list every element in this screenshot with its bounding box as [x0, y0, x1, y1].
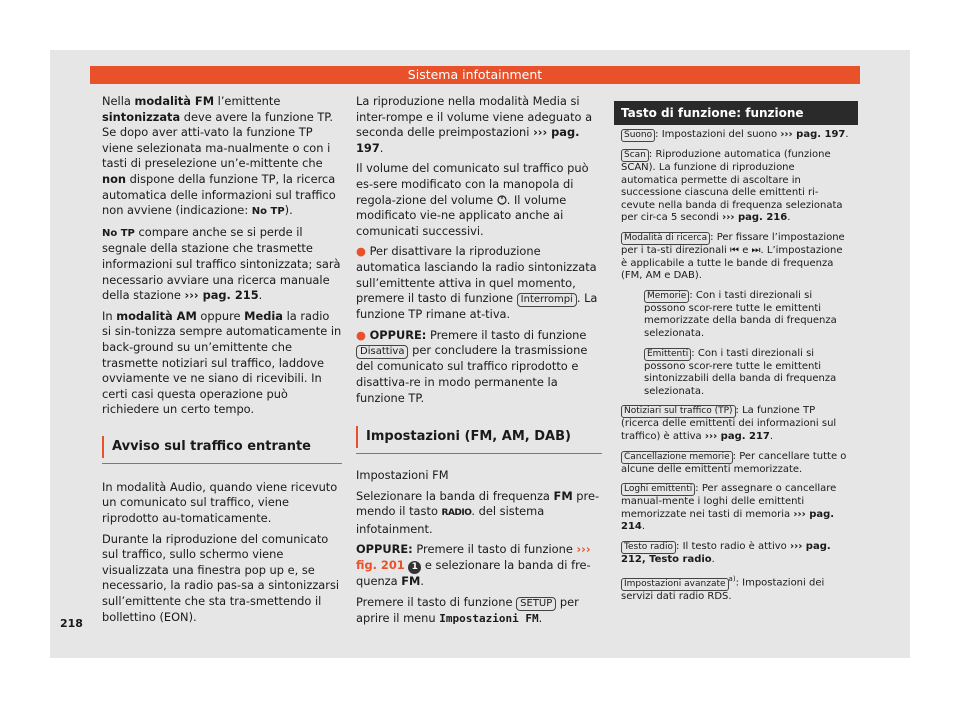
page-reference-link[interactable]: ››› pag. 217: [704, 430, 770, 442]
table-row: Loghi emittenti : Per assegnare o cancellare manual-mente i loghi delle emittenti memorizzate nei tasti di memoria ››› pag. 214.: [621, 483, 837, 533]
radio-key-label: RADIO: [441, 508, 472, 519]
paragraph: ● OPPURE: Premere il tasto di funzione Disattiva per concludere la trasmissione del comunicato sul traffico riprodotto e disattiva-re in modo permanente la funzione TP.: [356, 327, 588, 405]
page-number: 218: [60, 617, 83, 630]
subsection-title: Impostazioni FM: [356, 468, 449, 483]
middle-column: [356, 94, 602, 631]
footnote-marker: a): [728, 575, 736, 584]
paragraph: Premere il tasto di funzione SETUP per aprire il menu Impostazioni FM.: [356, 594, 579, 625]
table-row: Testo radio : Il testo radio è attivo ››› pag. 212, Testo radio.: [614, 537, 858, 570]
volume-knob-icon: [497, 195, 507, 205]
loghi-emittenti-key[interactable]: Loghi emittenti: [621, 483, 695, 496]
paragraph: In modalità Audio, quando viene ricevuto un comunicato sul traffico, viene riprodotto au-tomaticamente.: [102, 479, 338, 526]
table-row: Suono : Impostazioni del suono ››› pag. 197.: [614, 125, 858, 145]
page-reference-link[interactable]: ››› pag. 197: [780, 129, 846, 140]
page-reference-link[interactable]: ››› pag. 215: [184, 288, 259, 303]
section-title: Avviso sul traffico entrante: [102, 436, 342, 458]
page-reference-link[interactable]: ››› pag. 197: [356, 125, 580, 155]
setup-key[interactable]: SETUP: [516, 597, 556, 611]
function-key-table: [614, 101, 858, 606]
page-reference-link[interactable]: ››› pag. 216: [722, 212, 788, 224]
paragraph: La riproduzione nella modalità Media si inter-rompe e il volume viene adeguato a seconda delle preimpostazioni ››› pag. 197.: [356, 94, 593, 155]
testo-radio-key[interactable]: Testo radio: [621, 541, 676, 554]
paragraph: Durante la riproduzione del comunicato sul traffico, sullo schermo viene visualizzata una finestra pop up e, se necessario, la radio pas-sa a sintonizzarsi sull’emittente che sta tra-smettendo il bollettino (EON).: [102, 531, 340, 624]
skip-back-icon: ⏮: [730, 244, 740, 256]
emittenti-key[interactable]: Emittenti: [644, 348, 691, 361]
scan-key[interactable]: Scan: [621, 149, 649, 162]
suono-key[interactable]: Suono: [621, 129, 655, 142]
table-row: Cancellazione memorie : Per cancellare tutte o alcune delle emittenti memorizzate.: [614, 447, 858, 480]
menu-name: Impostazioni FM: [439, 611, 539, 625]
paragraph: Nella modalità FM l’emittente sintonizzata deve avere la funzione TP. Se dopo aver atti-vato la funzione TP viene selezionata ma-nualmente o con i tasti di preselezione un’e-mittente che non dispone della funzione TP, la ricerca automatica delle informazioni sul traffico non avviene (indicazione: No TP).: [102, 94, 336, 218]
table-row: Modalità di ricerca : Per fissare l’impostazione per i ta-sti direzionali ⏮ e ⏭. L’impostazione è applicabile a tutte le bande di frequenza (FM, AM e DAB).: [614, 228, 858, 286]
paragraph: Selezionare la banda di frequenza FM pre-mendo il tasto RADIO. del sistema infotainment.: [356, 488, 600, 536]
notiziari-traffico-key[interactable]: Notiziari sul traffico (TP): [621, 405, 736, 418]
bullet-icon: ●: [356, 244, 366, 259]
impostazioni-avanzate-key[interactable]: Impostazioni avanzate: [621, 578, 729, 591]
paragraph: No TP compare anche se si perde il segnale della stazione che trasmette informazioni sul traffico sintonizzata; sarà necessario avviare una ricerca manuale della stazione ››› pag. 215.: [102, 224, 341, 303]
interrompi-key[interactable]: Interrompi: [517, 293, 577, 307]
memorie-key[interactable]: Memorie: [644, 290, 689, 303]
table-row: Notiziari sul traffico (TP) : La funzione TP (ricerca delle emittenti dei informazioni sul traffico) è attiva ››› pag. 217.: [621, 405, 837, 442]
table-row: Memorie : Con i tasti direzionali si possono scor-rere tutte le emittenti memorizzate della banda di frequenza selezionata.: [644, 289, 837, 339]
disattiva-key[interactable]: Disattiva: [356, 345, 408, 359]
table-row: Impostazioni avanzate $^{a)}$: Impostazioni dei servizi dati radio RDS.: [621, 575, 825, 602]
modalita-ricerca-key[interactable]: Modalità di ricerca: [621, 232, 710, 245]
page-reference-link[interactable]: ››› pag. 212, Testo radio: [621, 540, 831, 565]
bullet-icon: ●: [356, 327, 366, 342]
callout-number: 1: [408, 561, 421, 574]
table-row: Scan : Riproduzione automatica (funzione SCAN). La funzione di riproduzione automatica permette di ascoltare in successione ciascuna delle emittenti ri-cevute nella banda di frequenza selezionata per cir-ca 5 secondi ››› pag. 216.: [621, 149, 843, 224]
page-reference-link[interactable]: ››› pag. 214: [621, 508, 835, 533]
paragraph: OPPURE: Premere il tasto di funzione ››› fig. 201 1 e selezionare la banda di fre-quenza FM.: [356, 542, 591, 589]
paragraph: ● Per disattivare la riproduzione automatica lasciando la radio sintonizzata sull’emittente attiva in quel momento, premere il tasto di funzione Interrompi . La funzione TP rimane at-tiva.: [356, 244, 598, 322]
paragraph: In modalità AM oppure Media la radio si sin-tonizza sempre automaticamente in back-ground su un’emittente che trasmette notiziari sul traffico, laddove ovviamente ve ne siano di ricevibili. In certi casi questa operazione può richiedere un certo tempo.: [102, 308, 342, 417]
table-title: Tasto di funzione: funzione: [614, 101, 858, 125]
paragraph: Il volume del comunicato sul traffico può es-sere modificato con la manopola di regola-zione del volume . Il volume modificato vie-ne applicato anche ai comunicati successivi.: [356, 161, 589, 238]
cancellazione-memorie-key[interactable]: Cancellazione memorie: [621, 451, 733, 464]
chapter-header: Sistema infotainment: [90, 66, 860, 84]
figure-reference-link[interactable]: ››› fig. 201: [356, 542, 591, 573]
section-title: Impostazioni (FM, AM, DAB): [356, 426, 602, 448]
left-column: [102, 94, 342, 630]
table-row: Emittenti : Con i tasti direzionali si possono scor-rere tutte le emittenti sintonizzabili della banda di frequenza selezionata.: [614, 344, 858, 402]
skip-forward-icon: ⏭: [751, 244, 761, 256]
